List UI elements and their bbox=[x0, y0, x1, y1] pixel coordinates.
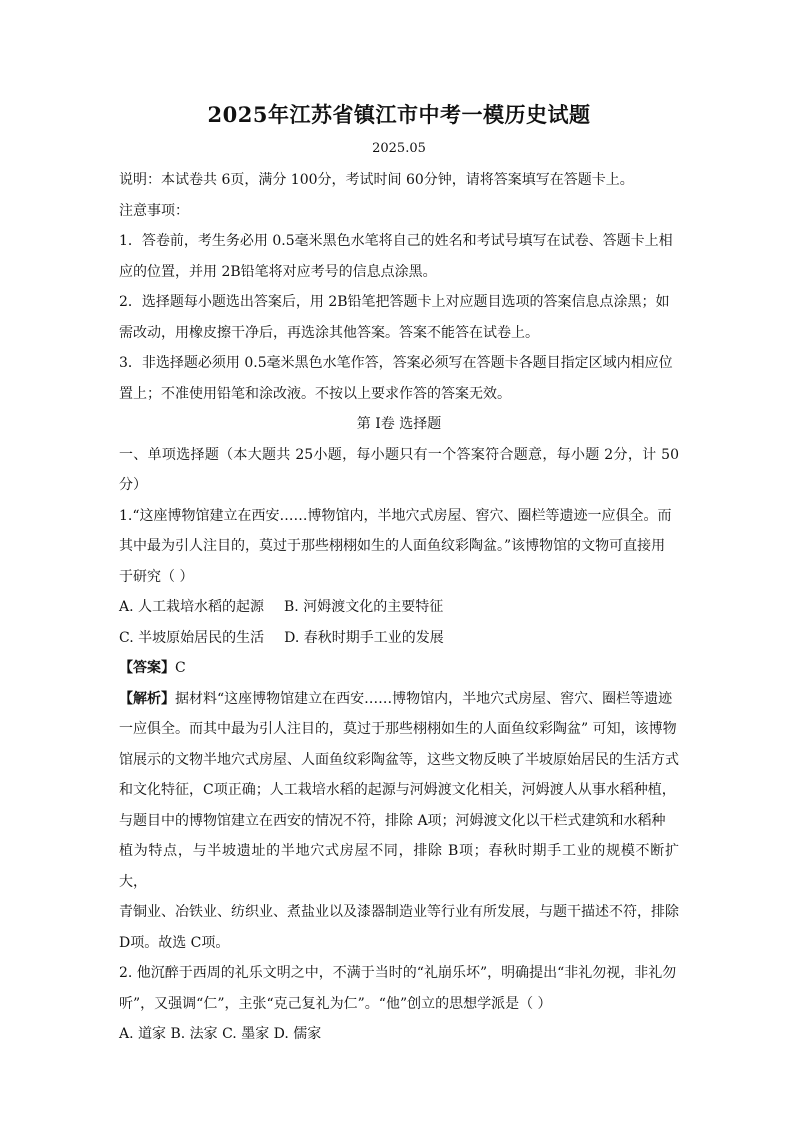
exam-page bbox=[119, 100, 679, 1050]
notice-line: 1．答卷前，考生务必用 0.5毫米黑色水笔将自己的姓名和考试号填写在试卷、答题卡上相 bbox=[119, 233, 673, 249]
notice-line: 2．选择题每小题选出答案后，用 2B铅笔把答题卡上对应题目选项的答案信息点涂黑；如 bbox=[119, 294, 670, 310]
question-1-line: 其中最为引人注目的，莫过于那些栩栩如生的人面鱼纹彩陶盆。”该博物馆的文物可直接用 bbox=[119, 538, 666, 554]
analysis-line: 一应俱全。而其中最为引人注目的，莫过于那些栩栩如生的人面鱼纹彩陶盆” 可知，该博物 bbox=[119, 721, 677, 737]
option-a: A. 人工栽培水稻的起源 bbox=[119, 599, 265, 615]
instructions-text: 说明：本试卷共 6页，满分 100分，考试时间 60分钟，请将答案填写在答题卡上。 bbox=[119, 172, 634, 188]
notice-line: 需改动，用橡皮擦干净后，再选涂其他答案。答案不能答在试卷上。 bbox=[119, 324, 539, 341]
question-1-options-row-2 bbox=[119, 623, 679, 654]
exam-date: 2025.05 bbox=[372, 141, 426, 156]
analysis-line: 青铜业、冶铁业、纺织业、煮盐业以及漆器制造业等行业有所发展，与题干描述不符，排除 bbox=[119, 904, 679, 920]
option-c: C. 半坡原始居民的生活 bbox=[119, 629, 265, 646]
question-2-options: A. 道家 B. 法家 C. 墨家 D. 儒家 bbox=[119, 1026, 322, 1042]
question-1-line: 1.“这座博物馆建立在西安……博物馆内，半地穴式房屋、窖穴、圈栏等遗迹一应俱全。而 bbox=[119, 507, 672, 524]
answer-line bbox=[119, 653, 679, 684]
analysis-line: 与题目中的博物馆建立在西安的情况不符，排除 A项；河姆渡文化以干栏式建筑和水稻种 bbox=[119, 812, 666, 829]
notice-line: 置上；不准使用铅笔和涂改液。不按以上要求作答的答案无效。 bbox=[119, 385, 511, 402]
question-1-options-row-1 bbox=[119, 592, 679, 623]
notice-line: 应的位置，并用 2B铅笔将对应考号的信息点涂黑。 bbox=[119, 263, 437, 280]
page-title: 2025年江苏省镇江市中考一模历史试题 bbox=[207, 102, 591, 127]
analysis-text: 据材料“这座博物馆建立在西安……博物馆内，半地穴式房屋、窖穴、圈栏等遗迹 bbox=[175, 690, 673, 707]
option-b: B. 河姆渡文化的主要特征 bbox=[284, 599, 444, 615]
part-heading: 一、单项选择题（本大题共 25小题，每小题只有一个答案符合题意，每小题 2分，计 50分） bbox=[119, 446, 679, 493]
analysis-line: D项。故选 C项。 bbox=[119, 934, 230, 951]
analysis-line: 植为特点，与半坡遗址的半地穴式房屋不同，排除 B项；春秋时期手工业的规模不断扩大， bbox=[119, 843, 679, 890]
notice-line: 3．非选择题必须用 0.5毫米黑色水笔作答，答案必须写在答题卡各题目指定区域内相应位 bbox=[119, 355, 673, 371]
question-2-line: 听”，又强调“仁”，主张“克己复礼为仁”。“他”创立的思想学派是（ ） bbox=[119, 995, 552, 1012]
notice-heading: 注意事项： bbox=[119, 202, 189, 219]
section-title: 第 I卷 选择题 bbox=[356, 416, 442, 432]
analysis-label: 【解析】 bbox=[119, 690, 175, 707]
question-1-line: 于研究（ ） bbox=[119, 568, 194, 585]
option-d: D. 春秋时期手工业的发展 bbox=[284, 629, 444, 646]
analysis-line: 馆展示的文物半地穴式房屋、人面鱼纹彩陶盆等，这些文物反映了半坡原始居民的生活方式 bbox=[119, 751, 679, 768]
analysis-line bbox=[119, 684, 679, 715]
analysis-line: 和文化特征，C项正确；人工栽培水稻的起源与河姆渡文化相关，河姆渡人从事水稻种植， bbox=[119, 782, 676, 798]
answer-value: C bbox=[175, 660, 186, 676]
question-2-line: 2. 他沉醉于西周的礼乐文明之中，不满于当时的“礼崩乐坏”，明确提出“非礼勿视，非礼勿 bbox=[119, 965, 677, 981]
answer-label: 【答案】 bbox=[119, 660, 175, 676]
